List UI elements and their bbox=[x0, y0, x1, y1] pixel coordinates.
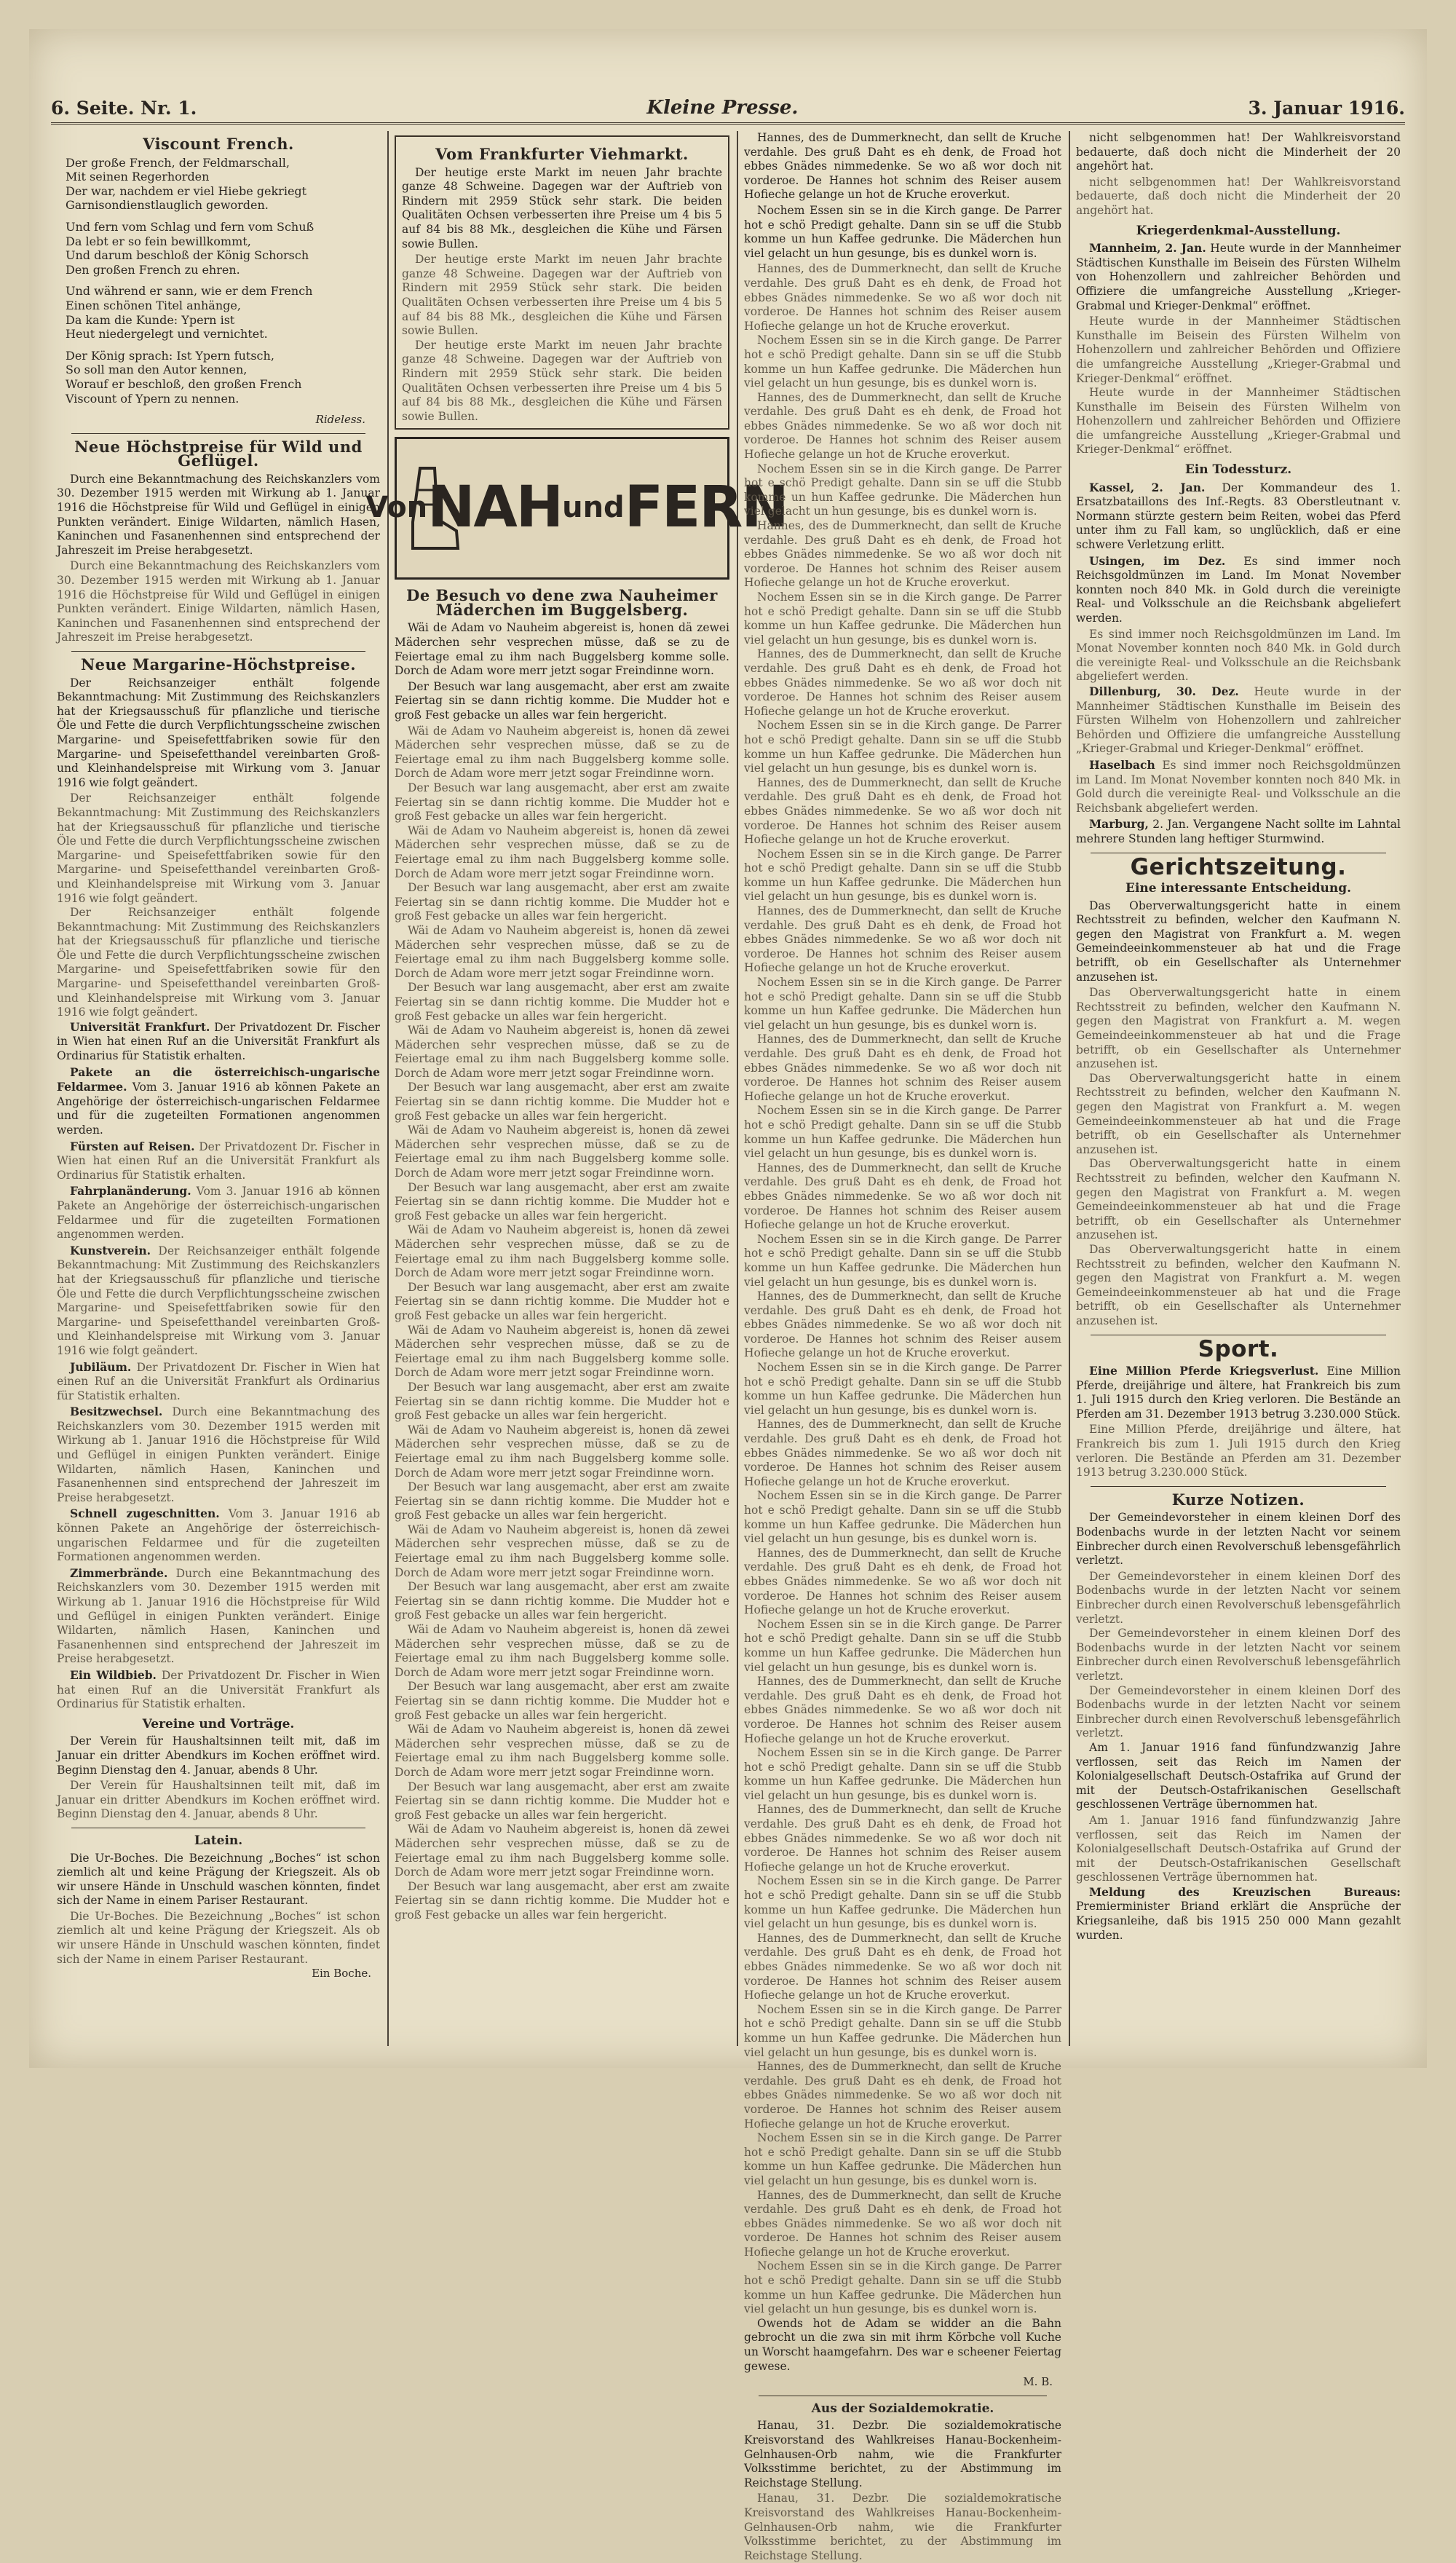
article-body: Der heutige erste Markt im neuen Jahr brachte ganze 48 Schweine. Dagegen war der Auftrieb von Rindern mit 2959 Stück sehr stark. Die beiden Qualitäten Ochsen verbesserten ihre Preise um 4 bis 5 auf 84 bis 88 Mk., desgleichen die Kühe und Färsen sowie Bullen. bbox=[402, 165, 722, 250]
article-body: Nochem Essen sin se in die Kirch gange. De Parrer hot e schö Predigt gehalte. Dann sin se uff die Stubb komme un hun Kaffee gedrunke. Die Mäderchen hun viel gelacht un hun gesunge, bis es dunkel worn is. bbox=[744, 2002, 1061, 2059]
article-body: Der Besuch war lang ausgemacht, aber erst am zwaite Feiertag sin se dann richtig komme. Die Mudder hot e groß Fest gebacke un alles war fein hergericht. bbox=[395, 1280, 729, 1322]
poem-line: Und während er sann, wie er dem French bbox=[66, 284, 313, 299]
item-lead: Usingen, im Dez. bbox=[1089, 553, 1226, 568]
article-body: Der Besuch war lang ausgemacht, aber erst am zwaite Feiertag sin se dann richtig komme. Die Mudder hot e groß Fest gebacke un alles war fein hergericht. bbox=[395, 679, 729, 722]
article-body: Owends hot de Adam se widder an die Bahn gebrocht un die zwa sin mit ihrm Körbche voll Kuche un Worscht haamgefahrn. Des war e scheener Feiertag gewese. bbox=[744, 2316, 1061, 2373]
article-body: Am 1. Januar 1916 fand fünfundzwanzig Jahre verflossen, seit das Reich im Namen der Kolonialgesellschaft Deutsch-Ostafrika auf Grund der mit der Deutsch-Ostafrikanischen Gesellschaft geschlossenen Verträge übernommen hat. bbox=[1076, 1813, 1401, 1884]
article-body: Heute wurde in der Mannheimer Städtischen Kunsthalle im Beisein des Fürsten Wilhelm von Hohenzollern und zahlreicher Behörden und Offiziere die umfangreiche Ausstellung „Krieger-Grabmal und Krieger-Denkmal“ eröffnet. bbox=[1076, 386, 1401, 457]
page-label: 6. Seite. Nr. 1. bbox=[51, 97, 197, 119]
article-body: Der Besuch war lang ausgemacht, aber erst am zwaite Feiertag sin se dann richtig komme. Die Mudder hot e groß Fest gebacke un alles war fein hergericht. bbox=[395, 1380, 729, 1423]
article-body: Nochem Essen sin se in die Kirch gange. De Parrer hot e schö Predigt gehalte. Dann sin se uff die Stubb komme un hun Kaffee gedrunke. Die Mäderchen hun viel gelacht un hun gesunge, bis es dunkel worn is. bbox=[744, 976, 1061, 1032]
article-body: Nochem Essen sin se in die Kirch gange. De Parrer hot e schö Predigt gehalte. Dann sin se uff die Stubb komme un hun Kaffee gedrunke. Die Mäderchen hun viel gelacht un hun gesunge, bis es dunkel worn is. bbox=[744, 203, 1061, 260]
poem-stanza bbox=[57, 349, 380, 406]
article-body: Eine Million Pferde, dreijährige und ältere, hat Frankreich bis zum 1. Juli 1915 durch den Krieg verloren. Die Bestände an Pferden am 31. Dezember 1913 betrug 3.230.000 Stück. bbox=[1076, 1423, 1401, 1480]
column-rule bbox=[387, 131, 389, 2046]
column-1 bbox=[57, 131, 380, 2046]
section-heading: Aus der Sozialdemokratie. bbox=[811, 2401, 994, 2416]
article-body: Nochem Essen sin se in die Kirch gange. De Parrer hot e schö Predigt gehalte. Dann sin se uff die Stubb komme un hun Kaffee gedrunke. Die Mäderchen hun viel gelacht un hun gesunge, bis es dunkel worn is. bbox=[744, 333, 1061, 390]
article-body: Hannes, des de Dummerknecht, dan sellt de Kruche verdahle. Des gruß Daht es eh denk, de Froad hot ebbes Gnädes nimmedenke. Se wo aß wor doch nit vorderoe. De Hannes hot schnim des Reiser ausem Hofieche gelange un hot de Kruche eroverkut. bbox=[744, 1803, 1061, 1873]
article-body: Hannes, des de Dummerknecht, dan sellt de Kruche verdahle. Des gruß Daht es eh denk, de Froad hot ebbes Gnädes nimmedenke. Se wo aß wor doch nit vorderoe. De Hannes hot schnim des Reiser ausem Hofieche gelange un hot de Kruche eroverkut. bbox=[744, 2188, 1061, 2259]
item-lead: Fürsten auf Reisen. bbox=[70, 1139, 195, 1153]
item-lead: Meldung des Kreuzischen Bureaus: bbox=[1089, 1884, 1401, 1899]
item-body: Premierminister Briand erklärt die Ansprüche der Kriegsanleihe, daß bis 1915 250 000 Mann gezahlt wurden. bbox=[1076, 1900, 1401, 1942]
divider bbox=[71, 651, 365, 652]
section-title-sport: Sport. bbox=[1198, 1335, 1279, 1362]
article-body: Nochem Essen sin se in die Kirch gange. De Parrer hot e schö Predigt gehalte. Dann sin se uff die Stubb komme un hun Kaffee gedrunke. Die Mäderchen hun viel gelacht un hun gesunge, bis es dunkel worn is. bbox=[744, 591, 1061, 647]
column-3 bbox=[744, 131, 1061, 2562]
article-body: Hannes, des de Dummerknecht, dan sellt de Kruche verdahle. Des gruß Daht es eh denk, de Froad hot ebbes Gnädes nimmedenke. Se wo aß wor doch nit vorderoe. De Hannes hot schnim des Reiser ausem Hofieche gelange un hot de Kruche eroverkut. bbox=[744, 1290, 1061, 1360]
article-body: Durch eine Bekanntmachung des Reichskanzlers vom 30. Dezember 1915 werden mit Wirkung ab 1. Januar 1916 die Höchstpreise für Wild und Geflügel in einigen Punkten verändert. Einige Wildarten, nämlich Hasen, Kaninchen und Fasanenhennen sind entsprechend der Jahreszeit im Preise herabgesetzt. bbox=[57, 472, 380, 557]
article-body: nicht selbgenommen hat! Der Wahlkreisvorstand bedauerte, daß doch nicht die Minderheit der 20 angehört hat. bbox=[1076, 131, 1401, 173]
article-body: Wäi de Adam vo Nauheim abgereist is, honen dä zewei Mäderchen sehr vesprechen müsse, daß se zu de Feiertage emal zu ihm nach Buggelsberg komme solle. Dorch de Adam wore merr jetzt sogar Freindinne worn. bbox=[395, 621, 729, 678]
article-body: Wäi de Adam vo Nauheim abgereist is, honen dä zewei Mäderchen sehr vesprechen müsse, daß se zu de Feiertage emal zu ihm nach Buggelsberg komme solle. Dorch de Adam wore merr jetzt sogar Freindinne worn. bbox=[395, 1024, 729, 1080]
article-body: Die Ur-Boches. Die Bezeichnung „Boches“ ist schon ziemlich alt und keine Prägung der Kriegszeit. Als ob wir unsere Hände in Unschuld waschen könnten, findet sich der Name in einem Pariser Restaurant. bbox=[57, 1851, 380, 1908]
item-lead: Marburg, bbox=[1089, 817, 1149, 832]
poem-line: Der war, nachdem er viel Hiebe gekriegt bbox=[66, 183, 307, 198]
market-report-box bbox=[395, 135, 729, 430]
item-body: 2. Jan. Vergangene Nacht sollte im Lahntal mehrere Stunden lang heftiger Sturmwind. bbox=[1076, 818, 1401, 845]
article-body: Nochem Essen sin se in die Kirch gange. De Parrer hot e schö Predigt gehalte. Dann sin se uff die Stubb komme un hun Kaffee gedrunke. Die Mäderchen hun viel gelacht un hun gesunge, bis es dunkel worn is. bbox=[744, 1617, 1061, 1674]
article-body: Hannes, des de Dummerknecht, dan sellt de Kruche verdahle. Des gruß Daht es eh denk, de Froad hot ebbes Gnädes nimmedenke. Se wo aß wor doch nit vorderoe. De Hannes hot schnim des Reiser ausem Hofieche gelange un hot de Kruche eroverkut. bbox=[744, 1161, 1061, 1232]
article-body: Der Verein für Haushaltsinnen teilt mit, daß im Januar ein dritter Abendkurs im Kochen eröffnet wird. Beginn Dienstag den 4. Januar, abends 8 Uhr. bbox=[57, 1734, 380, 1777]
poem-stanza bbox=[57, 156, 380, 213]
article-body: Hannes, des de Dummerknecht, dan sellt de Kruche verdahle. Des gruß Daht es eh denk, de Froad hot ebbes Gnädes nimmedenke. Se wo aß wor doch nit vorderoe. De Hannes hot schnim des Reiser ausem Hofieche gelange un hot de Kruche eroverkut. bbox=[744, 1546, 1061, 1617]
poem-line: Viscount of Ypern zu nennen. bbox=[66, 391, 240, 406]
poem-line: Und darum beschloß der König Schorsch bbox=[66, 248, 309, 263]
banner-word: NAH bbox=[427, 475, 563, 541]
article-body: Es sind immer noch Reichsgoldmünzen im Land. Im Monat November konnten noch 840 Mk. in Gold durch die vereinigte Real- und Volksschule an die Reichsbank abgeliefert werden. bbox=[1076, 627, 1401, 684]
section-heading: Kriegerdenkmal-Ausstellung. bbox=[1136, 223, 1341, 238]
article-body: Wäi de Adam vo Nauheim abgereist is, honen dä zewei Mäderchen sehr vesprechen müsse, daß se zu de Feiertage emal zu ihm nach Buggelsberg komme solle. Dorch de Adam wore merr jetzt sogar Freindinne worn. bbox=[395, 824, 729, 880]
article-body: Heute wurde in der Mannheimer Städtischen Kunsthalle im Beisein des Fürsten Wilhelm von Hohenzollern und zahlreicher Behörden und Offiziere die umfangreiche Ausstellung „Krieger-Grabmal und Krieger-Denkmal“ eröffnet. bbox=[1076, 315, 1401, 385]
article-body: Nochem Essen sin se in die Kirch gange. De Parrer hot e schö Predigt gehalte. Dann sin se uff die Stubb komme un hun Kaffee gedrunke. Die Mäderchen hun viel gelacht un hun gesunge, bis es dunkel worn is. bbox=[744, 847, 1061, 904]
item-lead: Kassel, 2. Jan. bbox=[1089, 480, 1206, 494]
item-lead: Schnell zugeschnitten. bbox=[70, 1506, 220, 1521]
article-signature: M. B. bbox=[1023, 2375, 1053, 2389]
shoe-illustration-icon bbox=[405, 461, 464, 556]
issue-date: 3. Januar 1916. bbox=[1248, 97, 1405, 119]
article-body: Der Besuch war lang ausgemacht, aber erst am zwaite Feiertag sin se dann richtig komme. Die Mudder hot e groß Fest gebacke un alles war fein hergericht. bbox=[395, 1580, 729, 1622]
section-title-kurze-notizen: Kurze Notizen. bbox=[1171, 1490, 1305, 1509]
article-body: Das Oberverwaltungsgericht hatte in einem Rechtsstreit zu befinden, welcher den Kaufmann N. gegen den Magistrat von Frankfurt a. M. wegen Gemeindeeinkommensteuer ab hat und die Frage betrifft, ob ein Gesellschafter als Unternehmer anzusehen ist. bbox=[1076, 899, 1401, 984]
article-body: Nochem Essen sin se in die Kirch gange. De Parrer hot e schö Predigt gehalte. Dann sin se uff die Stubb komme un hun Kaffee gedrunke. Die Mäderchen hun viel gelacht un hun gesunge, bis es dunkel worn is. bbox=[744, 1489, 1061, 1546]
article-body: Nochem Essen sin se in die Kirch gange. De Parrer hot e schö Predigt gehalte. Dann sin se uff die Stubb komme un hun Kaffee gedrunke. Die Mäderchen hun viel gelacht un hun gesunge, bis es dunkel worn is. bbox=[744, 719, 1061, 775]
item-lead: Zimmerbrände. bbox=[70, 1565, 168, 1580]
item-lead: Besitzwechsel. bbox=[70, 1405, 163, 1419]
item-body: Es sind immer noch Reichsgoldmünzen im Land. Im Monat November konnten noch 840 Mk. in Gold durch die vereinigte Real- und Volksschule an die Reichsbank abgeliefert werden. bbox=[1076, 554, 1401, 625]
article-body: Der Gemeindevorsteher in einem kleinen Dorf des Bodenbachs wurde in der letzten Nacht vor seinem Einbrecher durch einen Revolverschuß lebensgefährlich verletzt. bbox=[1076, 1511, 1401, 1568]
banner-word: Von bbox=[365, 491, 428, 525]
article-body: Das Oberverwaltungsgericht hatte in einem Rechtsstreit zu befinden, welcher den Kaufmann N. gegen den Magistrat von Frankfurt a. M. wegen Gemeindeeinkommensteuer ab hat und die Frage betrifft, ob ein Gesellschafter als Unternehmer anzusehen ist. bbox=[1076, 1071, 1401, 1156]
poem-title: Viscount French. bbox=[143, 135, 294, 153]
article-body: Wäi de Adam vo Nauheim abgereist is, honen dä zewei Mäderchen sehr vesprechen müsse, daß se zu de Feiertage emal zu ihm nach Buggelsberg komme solle. Dorch de Adam wore merr jetzt sogar Freindinne worn. bbox=[395, 1723, 729, 1779]
article-body: Hannes, des de Dummerknecht, dan sellt de Kruche verdahle. Des gruß Daht es eh denk, de Froad hot ebbes Gnädes nimmedenke. Se wo aß wor doch nit vorderoe. De Hannes hot schnim des Reiser ausem Hofieche gelange un hot de Kruche eroverkut. bbox=[744, 1675, 1061, 1745]
item-lead: Fahrplanänderung. bbox=[70, 1184, 191, 1198]
item-lead: Mannheim, 2. Jan. bbox=[1089, 241, 1206, 256]
article-body: Der Verein für Haushaltsinnen teilt mit, daß im Januar ein dritter Abendkurs im Kochen eröffnet wird. Beginn Dienstag den 4. Januar, abends 8 Uhr. bbox=[57, 1779, 380, 1821]
item-lead: Ein Wildbieb. bbox=[70, 1667, 157, 1682]
article-body: Der Besuch war lang ausgemacht, aber erst am zwaite Feiertag sin se dann richtig komme. Die Mudder hot e groß Fest gebacke un alles war fein hergericht. bbox=[395, 1180, 729, 1223]
article-body: Wäi de Adam vo Nauheim abgereist is, honen dä zewei Mäderchen sehr vesprechen müsse, daß se zu de Feiertage emal zu ihm nach Buggelsberg komme solle. Dorch de Adam wore merr jetzt sogar Freindinne worn. bbox=[395, 923, 729, 980]
article-heading: Neue Höchstpreise für Wild und Geflügel. bbox=[74, 437, 363, 470]
article-body: Am 1. Januar 1916 fand fünfundzwanzig Jahre verflossen, seit das Reich im Namen der Kolonialgesellschaft Deutsch-Ostafrika auf Grund der mit der Deutsch-Ostafrikanischen Gesellschaft geschlossenen Verträge übernommen hat. bbox=[1076, 1740, 1401, 1812]
article-body: Der heutige erste Markt im neuen Jahr brachte ganze 48 Schweine. Dagegen war der Auftrieb von Rindern mit 2959 Stück sehr stark. Die beiden Qualitäten Ochsen verbesserten ihre Preise um 4 bis 5 auf 84 bis 88 Mk., desgleichen die Kühe und Färsen sowie Bullen. bbox=[402, 253, 722, 338]
column-4 bbox=[1076, 131, 1401, 2046]
item-body: Der Kommandeur des 1. Ersatzbataillons des Inf.-Regts. 83 Oberstleutnant v. Normann stürzte gestern beim Reiten, wobei das Pferd unter ihm zu Fall kam, so unglücklich, daß er eine schwere Verletzung erlitt. bbox=[1076, 481, 1401, 552]
item-body: Der Privatdozent Dr. Fischer in Wien hat einen Ruf an die Universität Frankfurt als Ordinarius für Statistik erhalten. bbox=[57, 1360, 380, 1402]
item-lead: Dillenburg, 30. Dez. bbox=[1089, 684, 1239, 698]
poem-line: Der König sprach: Ist Ypern futsch, bbox=[66, 348, 274, 363]
von-nah-und-fern-banner bbox=[365, 437, 788, 580]
column-rule bbox=[737, 131, 738, 2046]
poem-line: So soll man den Autor kennen, bbox=[66, 363, 248, 377]
article-body: Der Besuch war lang ausgemacht, aber erst am zwaite Feiertag sin se dann richtig komme. Die Mudder hot e groß Fest gebacke un alles war fein hergericht. bbox=[395, 1780, 729, 1822]
article-body: Der Besuch war lang ausgemacht, aber erst am zwaite Feiertag sin se dann richtig komme. Die Mudder hot e groß Fest gebacke un alles war fein hergericht. bbox=[395, 1480, 729, 1523]
article-body: Hanau, 31. Dezbr. Die sozialdemokratische Kreisvorstand des Wahlkreises Hanau-Bockenheim-Gelnhausen-Orb nahm, wie die Frankfurter Volksstimme berichtet, zu der Abstimmung im Reichstage Stellung. bbox=[744, 2419, 1061, 2489]
article-body: Der Gemeindevorsteher in einem kleinen Dorf des Bodenbachs wurde in der letzten Nacht vor seinem Einbrecher durch einen Revolverschuß lebensgefährlich verletzt. bbox=[1076, 1569, 1401, 1626]
divider bbox=[1091, 1486, 1386, 1487]
section-title-gerichtszeitung: Gerichtszeitung. bbox=[1130, 853, 1347, 880]
poem-line: Garnisondienstlauglich geworden. bbox=[66, 198, 269, 213]
section-heading: Ein Todessturz. bbox=[1184, 462, 1292, 478]
paper-name: Kleine Presse. bbox=[646, 97, 799, 119]
article-body: Wäi de Adam vo Nauheim abgereist is, honen dä zewei Mäderchen sehr vesprechen müsse, daß se zu de Feiertage emal zu ihm nach Buggelsberg komme solle. Dorch de Adam wore merr jetzt sogar Freindinne worn. bbox=[395, 1223, 729, 1280]
poem-line: Einen schönen Titel anhänge, bbox=[66, 298, 241, 312]
article-body: Der Reichsanzeiger enthält folgende Bekanntmachung: Mit Zustimmung des Reichskanzlers hat der Kriegsausschuß für pflanzliche und tierische Öle und Fette die durch Verpflichtungsscheine zwischen Margarine- und Speisefettfabriken sowie für den Margarine- und Speisefetthandel vereinbarten Groß- und Kleinhandelspreise mit Wirkung vom 3. Januar 1916 wie folgt geändert. bbox=[57, 906, 380, 1019]
column-rule bbox=[1069, 131, 1070, 2046]
item-body: Der Reichsanzeiger enthält folgende Bekanntmachung: Mit Zustimmung des Reichskanzlers hat der Kriegsausschuß für pflanzliche und tierische Öle und Fette die durch Verpflichtungsscheine zwischen Margarine- und Speisefettfabriken sowie für den Margarine- und Speisefetthandel vereinbarten Groß- und Kleinhandelspreise mit Wirkung vom 3. Januar 1916 wie folgt geändert. bbox=[57, 1244, 380, 1357]
item-lead: Haselbach bbox=[1089, 757, 1155, 772]
item-lead: Eine Million Pferde Kriegsverlust. bbox=[1089, 1364, 1319, 1378]
item-lead: Pakete an die österreichisch-ungarische Feldarmee. bbox=[57, 1065, 380, 1094]
article-heading: Eine interessante Entscheidung. bbox=[1125, 881, 1351, 896]
article-body: Das Oberverwaltungsgericht hatte in einem Rechtsstreit zu befinden, welcher den Kaufmann N. gegen den Magistrat von Frankfurt a. M. wegen Gemeindeeinkommensteuer ab hat und die Frage betrifft, ob ein Gesellschafter als Unternehmer anzusehen ist. bbox=[1076, 1242, 1401, 1327]
article-body: Das Oberverwaltungsgericht hatte in einem Rechtsstreit zu befinden, welcher den Kaufmann N. gegen den Magistrat von Frankfurt a. M. wegen Gemeindeeinkommensteuer ab hat und die Frage betrifft, ob ein Gesellschafter als Unternehmer anzusehen ist. bbox=[1076, 986, 1401, 1071]
article-signature: Ein Boche. bbox=[312, 1967, 371, 1980]
item-lead: Universität Frankfurt. bbox=[70, 1019, 210, 1034]
article-body: Hannes, des de Dummerknecht, dan sellt de Kruche verdahle. Des gruß Daht es eh denk, de Froad hot ebbes Gnädes nimmedenke. Se wo aß wor doch nit vorderoe. De Hannes hot schnim des Reiser ausem Hofieche gelange un hot de Kruche eroverkut. bbox=[744, 1032, 1061, 1103]
banner-word: FERN bbox=[624, 475, 788, 541]
article-body: Wäi de Adam vo Nauheim abgereist is, honen dä zewei Mäderchen sehr vesprechen müsse, daß se zu de Feiertage emal zu ihm nach Buggelsberg komme solle. Dorch de Adam wore merr jetzt sogar Freindinne worn. bbox=[395, 1423, 729, 1480]
item-lead: Jubiläum. bbox=[70, 1359, 132, 1374]
article-body: Hannes, des de Dummerknecht, dan sellt de Kruche verdahle. Des gruß Daht es eh denk, de Froad hot ebbes Gnädes nimmedenke. Se wo aß wor doch nit vorderoe. De Hannes hot schnim des Reiser ausem Hofieche gelange un hot de Kruche eroverkut. bbox=[744, 131, 1061, 202]
banner-word: und bbox=[562, 491, 625, 525]
poem-stanza bbox=[57, 284, 380, 341]
item-body: Vom 3. Januar 1916 ab können Pakete an Angehörige der österreichisch-ungarischen Feldarmee und für die zugeteilten Formationen angenommen werden. bbox=[57, 1185, 380, 1241]
article-body: Nochem Essen sin se in die Kirch gange. De Parrer hot e schö Predigt gehalte. Dann sin se uff die Stubb komme un hun Kaffee gedrunke. Die Mäderchen hun viel gelacht un hun gesunge, bis es dunkel worn is. bbox=[744, 2131, 1061, 2187]
article-heading: Vom Frankfurter Viehmarkt. bbox=[435, 145, 689, 163]
article-body: Die Ur-Boches. Die Bezeichnung „Boches“ ist schon ziemlich alt und keine Prägung der Kriegszeit. Als ob wir unsere Hände in Unschuld waschen könnten, findet sich der Name in einem Pariser Restaurant. bbox=[57, 1909, 380, 1966]
article-heading: De Besuch vo dene zwa Nauheimer Mäderchen im Buggelsberg. bbox=[406, 586, 718, 619]
item-body: Es sind immer noch Reichsgoldmünzen im Land. Im Monat November konnten noch 840 Mk. in Gold durch die vereinigte Real- und Volksschule an die Reichsbank abgeliefert werden. bbox=[1076, 758, 1401, 815]
article-body: Nochem Essen sin se in die Kirch gange. De Parrer hot e schö Predigt gehalte. Dann sin se uff die Stubb komme un hun Kaffee gedrunke. Die Mäderchen hun viel gelacht un hun gesunge, bis es dunkel worn is. bbox=[744, 1874, 1061, 1931]
item-body: Der Privatdozent Dr. Fischer in Wien hat einen Ruf an die Universität Frankfurt als Ordinarius für Statistik erhalten. bbox=[57, 1140, 380, 1182]
article-body: Nochem Essen sin se in die Kirch gange. De Parrer hot e schö Predigt gehalte. Dann sin se uff die Stubb komme un hun Kaffee gedrunke. Die Mäderchen hun viel gelacht un hun gesunge, bis es dunkel worn is. bbox=[744, 1104, 1061, 1161]
article-body: Hannes, des de Dummerknecht, dan sellt de Kruche verdahle. Des gruß Daht es eh denk, de Froad hot ebbes Gnädes nimmedenke. Se wo aß wor doch nit vorderoe. De Hannes hot schnim des Reiser ausem Hofieche gelange un hot de Kruche eroverkut. bbox=[744, 1418, 1061, 1488]
article-body: Hannes, des de Dummerknecht, dan sellt de Kruche verdahle. Des gruß Daht es eh denk, de Froad hot ebbes Gnädes nimmedenke. Se wo aß wor doch nit vorderoe. De Hannes hot schnim des Reiser ausem Hofieche gelange un hot de Kruche eroverkut. bbox=[744, 262, 1061, 333]
article-body: Hannes, des de Dummerknecht, dan sellt de Kruche verdahle. Des gruß Daht es eh denk, de Froad hot ebbes Gnädes nimmedenke. Se wo aß wor doch nit vorderoe. De Hannes hot schnim des Reiser ausem Hofieche gelange un hot de Kruche eroverkut. bbox=[744, 2060, 1061, 2130]
article-body: Der Gemeindevorsteher in einem kleinen Dorf des Bodenbachs wurde in der letzten Nacht vor seinem Einbrecher durch einen Revolverschuß lebensgefährlich verletzt. bbox=[1076, 1627, 1401, 1683]
item-body: Durch eine Bekanntmachung des Reichskanzlers vom 30. Dezember 1915 werden mit Wirkung ab 1. Januar 1916 die Höchstpreise für Wild und Geflügel in einigen Punkten verändert. Einige Wildarten, nämlich Hasen, Kaninchen und Fasanenhennen sind entsprechend der Jahreszeit im Preise herabgesetzt. bbox=[57, 1566, 380, 1666]
section-heading: Latein. bbox=[194, 1833, 243, 1848]
article-body: Wäi de Adam vo Nauheim abgereist is, honen dä zewei Mäderchen sehr vesprechen müsse, daß se zu de Feiertage emal zu ihm nach Buggelsberg komme solle. Dorch de Adam wore merr jetzt sogar Freindinne worn. bbox=[395, 724, 729, 781]
poem-line: Mit seinen Regerhorden bbox=[66, 170, 210, 184]
article-heading: Neue Margarine-Höchstpreise. bbox=[80, 655, 357, 674]
article-body: Hannes, des de Dummerknecht, dan sellt de Kruche verdahle. Des gruß Daht es eh denk, de Froad hot ebbes Gnädes nimmedenke. Se wo aß wor doch nit vorderoe. De Hannes hot schnim des Reiser ausem Hofieche gelange un hot de Kruche eroverkut. bbox=[744, 775, 1061, 847]
item-body: Vom 3. Januar 1916 ab können Pakete an Angehörige der österreichisch-ungarischen Feldarmee und für die zugeteilten Formationen angenommen werden. bbox=[57, 1507, 380, 1564]
article-body: Der Gemeindevorsteher in einem kleinen Dorf des Bodenbachs wurde in der letzten Nacht vor seinem Einbrecher durch einen Revolverschuß lebensgefährlich verletzt. bbox=[1076, 1683, 1401, 1740]
item-body: Heute wurde in der Mannheimer Städtischen Kunsthalle im Beisein des Fürsten Wilhelm von Hohenzollern und zahlreicher Behörden und Offiziere die umfangreiche Ausstellung „Krieger-Grabmal und Krieger-Denkmal“ eröffnet. bbox=[1076, 684, 1401, 756]
article-body: Nochem Essen sin se in die Kirch gange. De Parrer hot e schö Predigt gehalte. Dann sin se uff die Stubb komme un hun Kaffee gedrunke. Die Mäderchen hun viel gelacht un hun gesunge, bis es dunkel worn is. bbox=[744, 1361, 1061, 1417]
article-body: Hannes, des de Dummerknecht, dan sellt de Kruche verdahle. Des gruß Daht es eh denk, de Froad hot ebbes Gnädes nimmedenke. Se wo aß wor doch nit vorderoe. De Hannes hot schnim des Reiser ausem Hofieche gelange un hot de Kruche eroverkut. bbox=[744, 519, 1061, 590]
poem bbox=[57, 156, 380, 406]
article-body: Nochem Essen sin se in die Kirch gange. De Parrer hot e schö Predigt gehalte. Dann sin se uff die Stubb komme un hun Kaffee gedrunke. Die Mäderchen hun viel gelacht un hun gesunge, bis es dunkel worn is. bbox=[744, 2259, 1061, 2316]
page-header bbox=[51, 93, 1405, 125]
item-body: Durch eine Bekanntmachung des Reichskanzlers vom 30. Dezember 1915 werden mit Wirkung ab 1. Januar 1916 die Höchstpreise für Wild und Geflügel in einigen Punkten verändert. Einige Wildarten, nämlich Hasen, Kaninchen und Fasanenhennen sind entsprechend der Jahreszeit im Preise herabgesetzt. bbox=[57, 1405, 380, 1504]
article-body: Wäi de Adam vo Nauheim abgereist is, honen dä zewei Mäderchen sehr vesprechen müsse, daß se zu de Feiertage emal zu ihm nach Buggelsberg komme solle. Dorch de Adam wore merr jetzt sogar Freindinne worn. bbox=[395, 1523, 729, 1579]
article-body: Hannes, des de Dummerknecht, dan sellt de Kruche verdahle. Des gruß Daht es eh denk, de Froad hot ebbes Gnädes nimmedenke. Se wo aß wor doch nit vorderoe. De Hannes hot schnim des Reiser ausem Hofieche gelange un hot de Kruche eroverkut. bbox=[744, 647, 1061, 718]
article-body: Nochem Essen sin se in die Kirch gange. De Parrer hot e schö Predigt gehalte. Dann sin se uff die Stubb komme un hun Kaffee gedrunke. Die Mäderchen hun viel gelacht un hun gesunge, bis es dunkel worn is. bbox=[744, 1232, 1061, 1289]
article-body: Nochem Essen sin se in die Kirch gange. De Parrer hot e schö Predigt gehalte. Dann sin se uff die Stubb komme un hun Kaffee gedrunke. Die Mäderchen hun viel gelacht un hun gesunge, bis es dunkel worn is. bbox=[744, 1746, 1061, 1802]
article-body: Der Besuch war lang ausgemacht, aber erst am zwaite Feiertag sin se dann richtig komme. Die Mudder hot e groß Fest gebacke un alles war fein hergericht. bbox=[395, 1081, 729, 1123]
article-body: Hannes, des de Dummerknecht, dan sellt de Kruche verdahle. Des gruß Daht es eh denk, de Froad hot ebbes Gnädes nimmedenke. Se wo aß wor doch nit vorderoe. De Hannes hot schnim des Reiser ausem Hofieche gelange un hot de Kruche eroverkut. bbox=[744, 390, 1061, 462]
article-body: Der Besuch war lang ausgemacht, aber erst am zwaite Feiertag sin se dann richtig komme. Die Mudder hot e groß Fest gebacke un alles war fein hergericht. bbox=[395, 981, 729, 1023]
item-body: Der Privatdozent Dr. Fischer in Wien hat einen Ruf an die Universität Frankfurt als Ordinarius für Statistik erhalten. bbox=[57, 1668, 380, 1711]
poem-signature: Rideless. bbox=[315, 413, 365, 427]
article-body: Der Reichsanzeiger enthält folgende Bekanntmachung: Mit Zustimmung des Reichskanzlers hat der Kriegsausschuß für pflanzliche und tierische Öle und Fette die durch Verpflichtungsscheine zwischen Margarine- und Speisefettfabriken sowie für den Margarine- und Speisefetthandel vereinbarten Groß- und Kleinhandelspreise mit Wirkung vom 3. Januar 1916 wie folgt geändert. bbox=[57, 791, 380, 905]
article-body: Hannes, des de Dummerknecht, dan sellt de Kruche verdahle. Des gruß Daht es eh denk, de Froad hot ebbes Gnädes nimmedenke. Se wo aß wor doch nit vorderoe. De Hannes hot schnim des Reiser ausem Hofieche gelange un hot de Kruche eroverkut. bbox=[744, 1931, 1061, 2002]
item-body: Der Privatdozent Dr. Fischer in Wien hat einen Ruf an die Universität Frankfurt als Ordinarius für Statistik erhalten. bbox=[57, 1020, 380, 1063]
article-body: Hannes, des de Dummerknecht, dan sellt de Kruche verdahle. Des gruß Daht es eh denk, de Froad hot ebbes Gnädes nimmedenke. Se wo aß wor doch nit vorderoe. De Hannes hot schnim des Reiser ausem Hofieche gelange un hot de Kruche eroverkut. bbox=[744, 904, 1061, 975]
item-body: Heute wurde in der Mannheimer Städtischen Kunsthalle im Beisein des Fürsten Wilhelm von Hohenzollern und zahlreicher Behörden und Offiziere die umfangreiche Ausstellung „Krieger-Grabmal und Krieger-Denkmal“ eröffnet. bbox=[1076, 242, 1401, 312]
poem-line: Da lebt er so fein bewillkommt, bbox=[66, 234, 251, 248]
poem-stanza bbox=[57, 220, 380, 277]
article-body: nicht selbgenommen hat! Der Wahlkreisvorstand bedauerte, daß doch nicht die Minderheit der 20 angehört hat. bbox=[1076, 175, 1401, 217]
item-body: Eine Million Pferde, dreijährige und ältere, hat Frankreich bis zum 1. Juli 1915 durch den Krieg verloren. Die Bestände an Pferden am 31. Dezember 1913 betrug 3.230.000 Stück. bbox=[1076, 1365, 1401, 1421]
article-body: Wäi de Adam vo Nauheim abgereist is, honen dä zewei Mäderchen sehr vesprechen müsse, daß se zu de Feiertage emal zu ihm nach Buggelsberg komme solle. Dorch de Adam wore merr jetzt sogar Freindinne worn. bbox=[395, 1822, 729, 1879]
poem-line: Der große French, der Feldmarschall, bbox=[66, 155, 290, 170]
poem-line: Und fern vom Schlag und fern vom Schuß bbox=[66, 219, 314, 234]
poem-line: Worauf er beschloß, den großen French bbox=[66, 376, 302, 391]
poem-line: Den großen French zu ehren. bbox=[66, 262, 240, 277]
article-body: Der Besuch war lang ausgemacht, aber erst am zwaite Feiertag sin se dann richtig komme. Die Mudder hot e groß Fest gebacke un alles war fein hergericht. bbox=[395, 1680, 729, 1722]
section-heading: Vereine und Vorträge. bbox=[142, 1716, 295, 1731]
article-body: Der Besuch war lang ausgemacht, aber erst am zwaite Feiertag sin se dann richtig komme. Die Mudder hot e groß Fest gebacke un alles war fein hergericht. bbox=[395, 781, 729, 824]
article-body: Nochem Essen sin se in die Kirch gange. De Parrer hot e schö Predigt gehalte. Dann sin se uff die Stubb komme un hun Kaffee gedrunke. Die Mäderchen hun viel gelacht un hun gesunge, bis es dunkel worn is. bbox=[744, 462, 1061, 518]
article-body: Das Oberverwaltungsgericht hatte in einem Rechtsstreit zu befinden, welcher den Kaufmann N. gegen den Magistrat von Frankfurt a. M. wegen Gemeindeeinkommensteuer ab hat und die Frage betrifft, ob ein Gesellschafter als Unternehmer anzusehen ist. bbox=[1076, 1157, 1401, 1242]
item-body: Vom 3. Januar 1916 ab können Pakete an Angehörige der österreichisch-ungarischen Feldarmee und für die zugeteilten Formationen angenommen werden. bbox=[57, 1081, 380, 1137]
column-2 bbox=[365, 131, 788, 2046]
article-body: Hanau, 31. Dezbr. Die sozialdemokratische Kreisvorstand des Wahlkreises Hanau-Bockenheim-Gelnhausen-Orb nahm, wie die Frankfurter Volksstimme berichtet, zu der Abstimmung im Reichstage Stellung. bbox=[744, 2492, 1061, 2562]
poem-line: Heut niedergelegt und vernichtet. bbox=[66, 327, 268, 341]
item-lead: Kunstverein. bbox=[70, 1243, 151, 1257]
article-body: Durch eine Bekanntmachung des Reichskanzlers vom 30. Dezember 1915 werden mit Wirkung ab 1. Januar 1916 die Höchstpreise für Wild und Geflügel in einigen Punkten verändert. Einige Wildarten, nämlich Hasen, Kaninchen und Fasanenhennen sind entsprechend der Jahreszeit im Preise herabgesetzt. bbox=[57, 559, 380, 644]
article-body: Wäi de Adam vo Nauheim abgereist is, honen dä zewei Mäderchen sehr vesprechen müsse, daß se zu de Feiertage emal zu ihm nach Buggelsberg komme solle. Dorch de Adam wore merr jetzt sogar Freindinne worn. bbox=[395, 1323, 729, 1380]
article-body: Der Besuch war lang ausgemacht, aber erst am zwaite Feiertag sin se dann richtig komme. Die Mudder hot e groß Fest gebacke un alles war fein hergericht. bbox=[395, 881, 729, 923]
article-body: Wäi de Adam vo Nauheim abgereist is, honen dä zewei Mäderchen sehr vesprechen müsse, daß se zu de Feiertage emal zu ihm nach Buggelsberg komme solle. Dorch de Adam wore merr jetzt sogar Freindinne worn. bbox=[395, 1623, 729, 1679]
divider bbox=[71, 433, 365, 434]
article-body: Der Reichsanzeiger enthält folgende Bekanntmachung: Mit Zustimmung des Reichskanzlers hat der Kriegsausschuß für pflanzliche und tierische Öle und Fette die durch Verpflichtungsscheine zwischen Margarine- und Speisefettfabriken sowie für den Margarine- und Speisefetthandel vereinbarten Groß- und Kleinhandelspreise mit Wirkung vom 3. Januar 1916 wie folgt geändert. bbox=[57, 676, 380, 789]
poem-line: Da kam die Kunde: Ypern ist bbox=[66, 312, 235, 327]
article-body: Wäi de Adam vo Nauheim abgereist is, honen dä zewei Mäderchen sehr vesprechen müsse, daß se zu de Feiertage emal zu ihm nach Buggelsberg komme solle. Dorch de Adam wore merr jetzt sogar Freindinne worn. bbox=[395, 1123, 729, 1180]
article-body: Der heutige erste Markt im neuen Jahr brachte ganze 48 Schweine. Dagegen war der Auftrieb von Rindern mit 2959 Stück sehr stark. Die beiden Qualitäten Ochsen verbesserten ihre Preise um 4 bis 5 auf 84 bis 88 Mk., desgleichen die Kühe und Färsen sowie Bullen. bbox=[402, 338, 722, 423]
article-body: Der Besuch war lang ausgemacht, aber erst am zwaite Feiertag sin se dann richtig komme. Die Mudder hot e groß Fest gebacke un alles war fein hergericht. bbox=[395, 1879, 729, 1922]
